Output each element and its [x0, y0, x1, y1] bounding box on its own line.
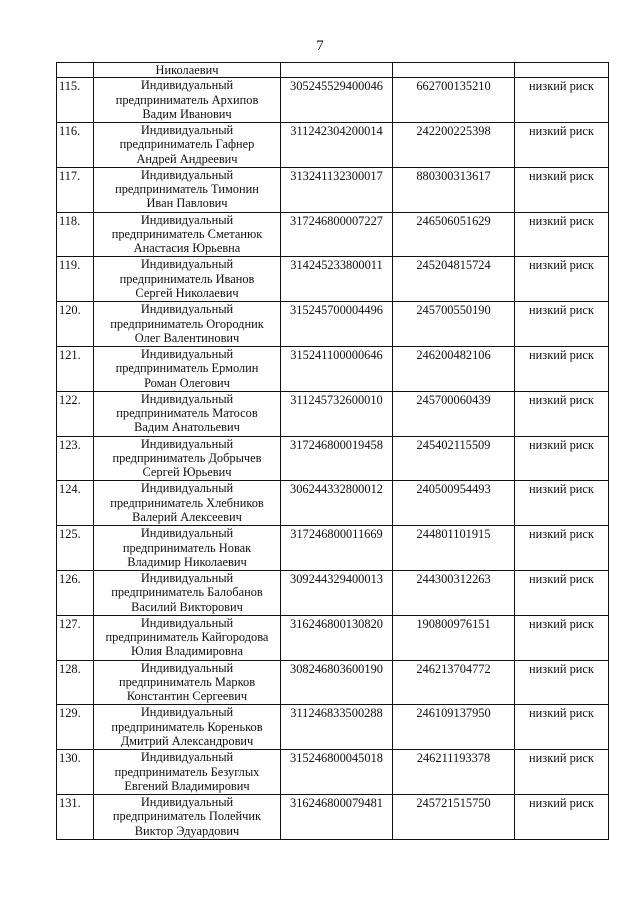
cell-inn [393, 257, 515, 302]
inn-value: 245402115509 [416, 437, 491, 452]
table-row [57, 167, 609, 212]
table-row [57, 795, 609, 840]
table-row-continuation [57, 63, 609, 78]
inn-value: 242200225398 [416, 124, 491, 139]
entrepreneur-name-line: предприниматель Матосов [116, 406, 258, 421]
inn-value: 245700550190 [416, 303, 491, 318]
entrepreneur-name-line: Индивидуальный [140, 123, 234, 138]
ogrn-value: 311242304200014 [290, 124, 383, 139]
row-number: 117. [59, 168, 81, 183]
row-number: 116. [59, 124, 81, 139]
cell-inn [393, 571, 515, 616]
table-row [57, 571, 609, 616]
cell-name [94, 615, 281, 660]
row-number: 126. [59, 572, 81, 587]
cell-risk [515, 526, 609, 571]
cell-name [94, 571, 281, 616]
risk-category: низкий риск [529, 751, 594, 766]
entrepreneur-name-line: предприниматель Иванов [119, 271, 255, 286]
cell-inn [393, 391, 515, 436]
ogrn-value: 305245529400046 [290, 79, 383, 94]
cell-name [94, 795, 281, 840]
risk-category: низкий риск [529, 527, 594, 542]
cell-number [57, 795, 94, 840]
row-number: 124. [59, 482, 81, 497]
risk-category: низкий риск [529, 482, 594, 497]
cell-name [94, 526, 281, 571]
cell-risk [515, 63, 609, 78]
cell-inn [393, 795, 515, 840]
row-number: 115. [59, 79, 81, 94]
risk-category: низкий риск [529, 213, 594, 228]
table-row [57, 526, 609, 571]
cell-inn [393, 705, 515, 750]
row-number: 123. [59, 437, 81, 452]
entrepreneur-name-line: Роман Олегович [144, 375, 230, 390]
inn-value: 246213704772 [416, 661, 491, 676]
cell-risk [515, 212, 609, 257]
entrepreneur-name-line: Вадим Иванович [142, 106, 232, 121]
cell-risk [515, 660, 609, 705]
row-number: 127. [59, 616, 81, 631]
cell-risk [515, 705, 609, 750]
inn-value: 190800976151 [416, 616, 491, 631]
cell-ogrn [281, 302, 393, 347]
risk-category: низкий риск [529, 572, 594, 587]
entrepreneur-name-line: предприниматель Гафнер [119, 137, 255, 152]
table-row [57, 302, 609, 347]
cell-risk [515, 615, 609, 660]
ogrn-value: 313241132300017 [290, 168, 383, 183]
risk-category: низкий риск [529, 661, 594, 676]
table-body [57, 63, 609, 840]
ogrn-value: 315241100000646 [290, 348, 383, 363]
entrepreneur-name-line: предприниматель Добрычев [112, 450, 262, 465]
row-number: 130. [59, 751, 81, 766]
cell-number [57, 571, 94, 616]
cell-name [94, 347, 281, 392]
inn-value: 244300312263 [416, 572, 491, 587]
entrepreneur-name-line: Индивидуальный [140, 391, 234, 406]
cell-ogrn [281, 526, 393, 571]
table-row [57, 78, 609, 123]
entrepreneur-name-line: предприниматель Хлебников [110, 495, 264, 510]
cell-inn [393, 167, 515, 212]
cell-risk [515, 481, 609, 526]
ogrn-value: 316246800079481 [290, 796, 383, 811]
table-row [57, 615, 609, 660]
cell-ogrn [281, 571, 393, 616]
entrepreneur-name-line: предприниматель Огородник [110, 316, 264, 331]
cell-inn [393, 302, 515, 347]
cell-ogrn [281, 660, 393, 705]
cell-number [57, 615, 94, 660]
entrepreneur-name-line: Индивидуальный [140, 212, 234, 227]
cell-inn [393, 615, 515, 660]
entrepreneur-name-line: Индивидуальный [140, 481, 234, 496]
row-number: 128. [59, 661, 81, 676]
cell-ogrn [281, 481, 393, 526]
inn-value: 880300313617 [416, 168, 491, 183]
risk-category: низкий риск [529, 258, 594, 273]
cell-inn [393, 212, 515, 257]
ogrn-value: 315246800045018 [290, 751, 383, 766]
ogrn-value: 317246800019458 [290, 437, 383, 452]
cell-name [94, 705, 281, 750]
cell-inn [393, 660, 515, 705]
entrepreneur-name-line: предприниматель Сметанюк [111, 226, 263, 241]
cell-name [94, 212, 281, 257]
cell-ogrn [281, 705, 393, 750]
inn-value: 245700060439 [416, 392, 491, 407]
entrepreneur-name-line: Олег Валентинович [134, 330, 240, 345]
entrepreneur-name-line: Индивидуальный [140, 436, 234, 451]
cell-name [94, 167, 281, 212]
entrepreneur-name-line: предприниматель Кайгородова [105, 630, 269, 645]
cell-ogrn [281, 123, 393, 168]
table-row [57, 705, 609, 750]
entrepreneur-name-line: Индивидуальный [140, 347, 234, 362]
cell-name [94, 391, 281, 436]
table-row [57, 212, 609, 257]
table-row [57, 123, 609, 168]
name-continuation: Николаевич [155, 63, 219, 77]
entrepreneur-name-line: предприниматель Марков [118, 674, 256, 689]
entrepreneur-table [56, 62, 609, 840]
entrepreneur-name-line: Евгений Владимирович [124, 778, 250, 793]
entrepreneur-name-line: Индивидуальный [140, 615, 234, 630]
ogrn-value: 308246803600190 [290, 661, 383, 676]
row-number: 122. [59, 392, 81, 407]
cell-number [57, 481, 94, 526]
cell-inn [393, 481, 515, 526]
cell-ogrn [281, 391, 393, 436]
entrepreneur-name-line: предприниматель Тимонин [115, 182, 259, 197]
entrepreneur-name-line: предприниматель Новак [122, 540, 252, 555]
row-number: 120. [59, 303, 81, 318]
cell-number [57, 302, 94, 347]
page-number: 7 [316, 38, 324, 54]
cell-risk [515, 436, 609, 481]
row-number: 121. [59, 348, 81, 363]
table-row [57, 391, 609, 436]
entrepreneur-name-line: Дмитрий Александрович [120, 734, 254, 749]
entrepreneur-name-line: Индивидуальный [140, 78, 234, 93]
cell-inn [393, 436, 515, 481]
row-number: 119. [59, 258, 81, 273]
cell-ogrn [281, 78, 393, 123]
cell-number [57, 750, 94, 795]
risk-category: низкий риск [529, 616, 594, 631]
cell-inn [393, 347, 515, 392]
cell-number [57, 123, 94, 168]
cell-name [94, 63, 281, 78]
entrepreneur-name-line: Валерий Алексеевич [132, 510, 242, 525]
ogrn-value: 311246833500288 [290, 706, 383, 721]
table-row [57, 660, 609, 705]
row-number: 125. [59, 527, 81, 542]
cell-risk [515, 167, 609, 212]
risk-category: низкий риск [529, 437, 594, 452]
cell-number [57, 391, 94, 436]
cell-ogrn [281, 257, 393, 302]
risk-category: низкий риск [529, 706, 594, 721]
entrepreneur-name-line: Индивидуальный [140, 750, 234, 765]
entrepreneur-name-line: Индивидуальный [140, 167, 234, 182]
table-row [57, 347, 609, 392]
inn-value: 246200482106 [416, 348, 491, 363]
cell-risk [515, 571, 609, 616]
inn-value: 245721515750 [416, 796, 491, 811]
cell-name [94, 436, 281, 481]
cell-ogrn [281, 615, 393, 660]
ogrn-value: 316246800130820 [290, 616, 383, 631]
cell-risk [515, 391, 609, 436]
cell-name [94, 78, 281, 123]
cell-inn [393, 78, 515, 123]
ogrn-value: 315245700004496 [290, 303, 383, 318]
table-row [57, 750, 609, 795]
cell-ogrn [281, 795, 393, 840]
entrepreneur-name-line: предприниматель Ермолин [115, 361, 259, 376]
cell-risk [515, 78, 609, 123]
cell-risk [515, 123, 609, 168]
cell-inn [393, 526, 515, 571]
entrepreneur-name-line: Василий Викторович [131, 599, 243, 614]
risk-category: низкий риск [529, 303, 594, 318]
risk-category: низкий риск [529, 168, 594, 183]
cell-inn [393, 750, 515, 795]
risk-category: низкий риск [529, 796, 594, 811]
entrepreneur-name-line: Индивидуальный [140, 257, 234, 272]
cell-number [57, 436, 94, 481]
cell-number [57, 660, 94, 705]
cell-number [57, 212, 94, 257]
entrepreneur-name-line: Сергей Николаевич [135, 286, 239, 301]
inn-value: 240500954493 [416, 482, 491, 497]
entrepreneur-name-line: Индивидуальный [140, 660, 234, 675]
cell-name [94, 257, 281, 302]
cell-number [57, 705, 94, 750]
inn-value: 662700135210 [416, 79, 491, 94]
entrepreneur-name-line: Индивидуальный [140, 571, 234, 586]
cell-ogrn [281, 750, 393, 795]
cell-risk [515, 302, 609, 347]
cell-number [57, 257, 94, 302]
entrepreneur-name-line: Виктор Эдуардович [134, 823, 240, 838]
cell-number [57, 347, 94, 392]
entrepreneur-name-line: предприниматель Безуглых [114, 764, 260, 779]
cell-ogrn [281, 347, 393, 392]
cell-name [94, 123, 281, 168]
inn-value: 244801101915 [416, 527, 491, 542]
row-number: 131. [59, 796, 81, 811]
cell-ogrn [281, 436, 393, 481]
cell-ogrn [281, 167, 393, 212]
entrepreneur-name-line: Владимир Николаевич [127, 554, 247, 569]
entrepreneur-name-line: Анастасия Юрьевна [133, 241, 241, 256]
table-row [57, 481, 609, 526]
inn-value: 246506051629 [416, 213, 491, 228]
row-number: 118. [59, 213, 81, 228]
ogrn-value: 306244332800012 [290, 482, 383, 497]
entrepreneur-name-line: предприниматель Архипов [115, 92, 259, 107]
cell-risk [515, 795, 609, 840]
entrepreneur-name-line: предприниматель Полейчик [112, 809, 262, 824]
risk-category: низкий риск [529, 392, 594, 407]
entrepreneur-name-line: Константин Сергеевич [126, 689, 248, 704]
cell-name [94, 750, 281, 795]
cell-number [57, 63, 94, 78]
cell-inn [393, 63, 515, 78]
cell-risk [515, 347, 609, 392]
entrepreneur-name-line: Индивидуальный [140, 705, 234, 720]
entrepreneur-name-line: Юлия Владимировна [131, 644, 243, 659]
table-row [57, 257, 609, 302]
inn-value: 246109137950 [416, 706, 491, 721]
cell-name [94, 481, 281, 526]
entrepreneur-name-line: Вадим Анатольевич [134, 420, 240, 435]
row-number: 129. [59, 706, 81, 721]
cell-inn [393, 123, 515, 168]
entrepreneur-name-line: Индивидуальный [140, 526, 234, 541]
risk-category: низкий риск [529, 124, 594, 139]
risk-category: низкий риск [529, 79, 594, 94]
entrepreneur-name-line: Андрей Андреевич [136, 151, 238, 166]
cell-name [94, 660, 281, 705]
inn-value: 245204815724 [416, 258, 491, 273]
cell-number [57, 167, 94, 212]
entrepreneur-name-line: Индивидуальный [140, 302, 234, 317]
entrepreneur-name-line: предприниматель Кореньков [111, 719, 263, 734]
cell-ogrn [281, 63, 393, 78]
entrepreneur-name-line: Индивидуальный [140, 795, 234, 810]
risk-category: низкий риск [529, 348, 594, 363]
cell-risk [515, 750, 609, 795]
entrepreneur-name-line: Иван Павлович [146, 196, 228, 211]
ogrn-value: 314245233800011 [290, 258, 383, 273]
cell-number [57, 78, 94, 123]
inn-value: 246211193378 [416, 751, 491, 766]
ogrn-value: 317246800011669 [290, 527, 383, 542]
entrepreneur-name-line: предприниматель Балобанов [111, 585, 263, 600]
ogrn-value: 309244329400013 [290, 572, 383, 587]
table-row [57, 436, 609, 481]
ogrn-value: 317246800007227 [290, 213, 383, 228]
cell-number [57, 526, 94, 571]
entrepreneur-name-line: Сергей Юрьевич [142, 465, 232, 480]
cell-name [94, 302, 281, 347]
cell-ogrn [281, 212, 393, 257]
cell-risk [515, 257, 609, 302]
ogrn-value: 311245732600010 [290, 392, 383, 407]
